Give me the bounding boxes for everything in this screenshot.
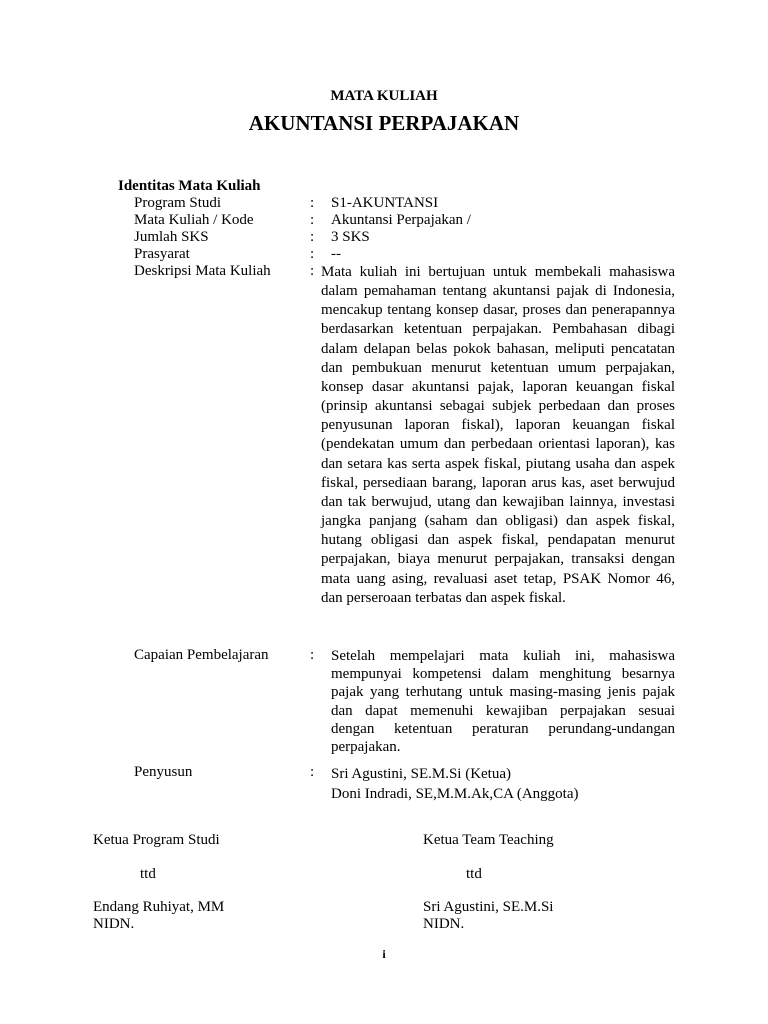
capaian-text: Setelah mempelajari mata kuliah ini, mahasiswa mempunyai kompetensi dalam menghitung besarnya pajak yang terhutang untuk masing-masing jenis pajak dan dapat memenuhi kewajiban perpajakan sesuai dengan ketentuan peraturan perundang-undangan perpajakan. [331, 648, 675, 756]
capaian-label: Capaian Pembelajaran [134, 647, 269, 663]
capaian-colon: : [310, 647, 315, 663]
left-signature-name: Endang Ruhiyat, MM [93, 899, 225, 915]
right-signature-role: Ketua Team Teaching [423, 832, 554, 848]
jumlah-sks-value: 3 SKS [331, 229, 370, 245]
deskripsi-colon: : [310, 263, 315, 279]
section-heading: Identitas Mata Kuliah [118, 178, 261, 194]
document-title: AKUNTANSI PERPAJAKAN [248, 111, 520, 135]
document-subtitle: MATA KULIAH [330, 88, 438, 104]
right-signature-name: Sri Agustini, SE.M.Si [423, 899, 554, 915]
program-studi-label: Program Studi [134, 195, 222, 211]
page-number: i [382, 947, 386, 961]
prasyarat-colon: : [310, 246, 315, 262]
penyusun-label: Penyusun [134, 764, 193, 780]
deskripsi-text: Mata kuliah ini bertujuan untuk membekali mahasiswa dalam pemahaman tentang akuntansi pajak di Indonesia, mencakup tentang konsep dasar, proses dan penerapannya berdasarkan ketentuan perpajakan. Pembahasan dibagi dalam delapan belas pokok bahasan, meliputi pencatatan dan pembukuan menurut ketentuan umum perpajakan, konsep dasar akuntansi pajak, laporan keuangan fiskal (prinsip akuntansi sebagai subjek perbedaan dan proses penyusunan laporan fiskal), laporan keuangan fiskal (pendekatan umum dan perbedaan orientasi laporan), kas dan setara kas serta aspek fiskal, piutang usaha dan aspek fiskal, persediaan barang, laporan arus kas, aset berwujud dan tak berwujud, utang dan kewajiban lainnya, investasi jangka panjang (saham dan obligasi) dan aspek fiskal, hutang obligasi dan aspek fiskal, pendapatan menurut perpajakan, biaya menurut perpajakan, transaksi dengan mata uang asing, revaluasi aset tetap, PSAK Nomor 46, dan perseroaan terbatas dan aspek fiskal. [321, 264, 675, 606]
deskripsi-label: Deskripsi Mata Kuliah [134, 263, 271, 279]
mata-kuliah-value: Akuntansi Perpajakan / [331, 212, 471, 228]
right-signature-ttd: ttd [466, 866, 482, 882]
penyusun-name: Sri Agustini, SE.M.Si (Ketua) [331, 766, 512, 782]
penyusun-list [331, 764, 691, 804]
left-signature-role: Ketua Program Studi [93, 832, 220, 848]
mata-kuliah-colon: : [310, 212, 315, 228]
prasyarat-label: Prasyarat [134, 246, 190, 262]
left-signature-ttd: ttd [140, 866, 156, 882]
left-signature-nidn: NIDN. [93, 916, 135, 932]
program-studi-value: S1-AKUNTANSI [331, 195, 439, 211]
mata-kuliah-label: Mata Kuliah / Kode [134, 212, 254, 228]
jumlah-sks-colon: : [310, 229, 315, 245]
penyusun-colon: : [310, 764, 315, 780]
right-signature-nidn: NIDN. [423, 916, 465, 932]
prasyarat-value: -- [331, 246, 341, 262]
program-studi-colon: : [310, 195, 315, 211]
jumlah-sks-label: Jumlah SKS [134, 229, 209, 245]
penyusun-name: Doni Indradi, SE,M.M.Ak,CA (Anggota) [331, 786, 579, 802]
